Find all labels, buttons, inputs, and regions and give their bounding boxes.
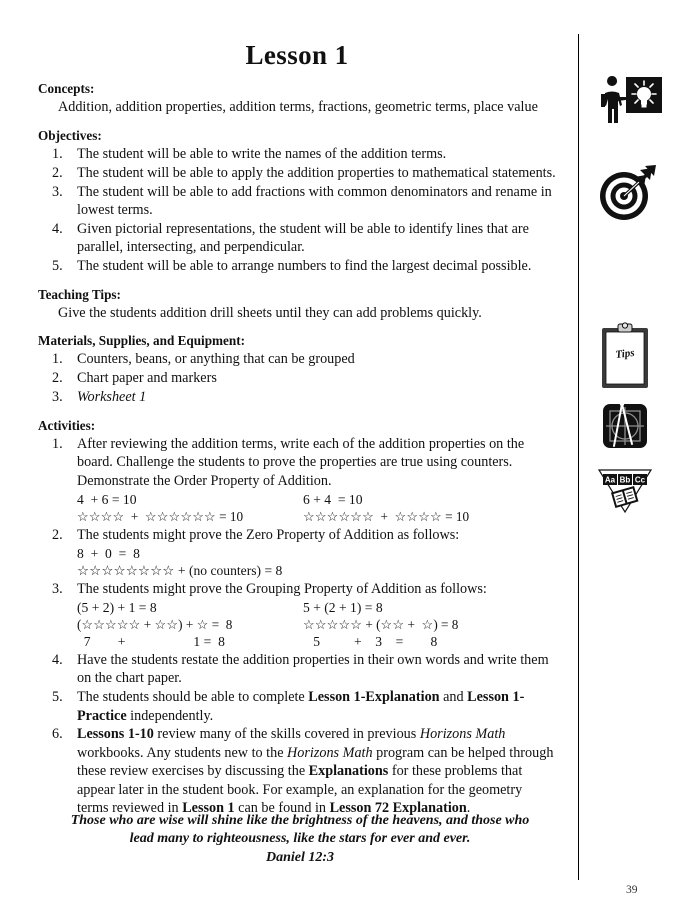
- activities-heading: Activities:: [38, 417, 96, 433]
- concepts-body: Addition, addition properties, addition terms, fractions, geometric terms, place value: [58, 99, 538, 116]
- activity-5-text-1: The students should be able to complete: [77, 689, 309, 706]
- list-marker: 4.: [52, 651, 63, 668]
- activity-6-text-2: workbooks. Any students new to the: [77, 744, 288, 761]
- list-marker: 4.: [52, 220, 63, 237]
- list-item: [38, 435, 556, 525]
- activities-list: [38, 435, 556, 818]
- teaching-tips-heading: Teaching Tips:: [38, 286, 121, 302]
- grouping-property-math: [77, 599, 556, 650]
- abc-cell-c: Cc: [634, 475, 646, 485]
- page-title: Lesson 1: [245, 40, 349, 70]
- list-item-text: Given pictorial representations, the student will be able to identify lines that are parallel, intersecting, and perpendicular.: [77, 220, 529, 256]
- list-item: [38, 220, 556, 257]
- zero-counters: ☆☆☆☆☆☆☆☆ + (no counters) = 8: [77, 563, 283, 579]
- list-marker: 5.: [52, 258, 63, 275]
- list-item: [38, 145, 556, 163]
- activity-5-text-2: and: [439, 689, 468, 706]
- list-marker: 3.: [52, 389, 63, 406]
- grouping-left-totals: 7 + 1 = 8: [77, 634, 225, 650]
- list-marker: 2.: [52, 526, 63, 543]
- activity-6-text-1: review many of the skills covered in previous: [153, 726, 420, 743]
- list-marker: 3.: [52, 183, 63, 200]
- list-item: [38, 164, 556, 182]
- list-item: [38, 350, 556, 368]
- activities-alphabet-icon: [597, 467, 653, 515]
- grouping-right-totals: 5 + 3 = 8: [303, 634, 438, 650]
- list-marker: 1.: [52, 435, 63, 452]
- section-objectives: [38, 128, 556, 276]
- activity-6-text-3: program can be helped through these review exercises by discussing the: [77, 744, 554, 780]
- list-marker: 2.: [52, 164, 63, 181]
- grouping-left-counters: (☆☆☆☆☆ + ☆☆) + ☆ = 8: [77, 617, 233, 633]
- list-item: [38, 725, 556, 817]
- order-property-math: [77, 491, 556, 525]
- activity-6-bold-3: Lesson 1: [182, 800, 235, 817]
- scripture-verse: [52, 812, 548, 867]
- list-item-text: The student will be able to write the names of the addition terms.: [77, 145, 447, 162]
- verse-reference: Daniel 12:3: [265, 849, 335, 865]
- list-item: [38, 257, 556, 275]
- teaching-tips-clipboard-icon: [600, 322, 650, 390]
- list-item-text: The student will be able to apply the addition properties to mathematical statements.: [77, 164, 556, 181]
- list-item: [38, 651, 556, 688]
- activity-6-italic-2: Horizons Math: [287, 744, 373, 761]
- activity-6-bold-4: Lesson 72 Explanation: [329, 800, 467, 817]
- list-item: [38, 580, 556, 650]
- grouping-right-counters: ☆☆☆☆☆ + (☆☆ + ☆) = 8: [303, 617, 459, 633]
- tips-label: Tips: [614, 346, 636, 362]
- activity-6-text-6: .: [466, 800, 471, 817]
- activity-5-text-3: independently.: [126, 707, 214, 724]
- abc-cell-a: Aa: [604, 475, 616, 485]
- list-item: [38, 688, 556, 725]
- objectives-heading: Objectives:: [38, 127, 102, 143]
- list-item-text: Have the students restate the addition properties in their own words and write them on the chart paper.: [77, 651, 549, 687]
- verse-line-1: Those who are wise will shine like the brightness of the heavens, and those who: [70, 813, 530, 828]
- activity-5-bold-1: Lesson 1-Explanation: [308, 689, 440, 706]
- order-left-counters: ☆☆☆☆ + ☆☆☆☆☆☆ = 10: [77, 509, 244, 525]
- activity-6-text-5: can be found in: [234, 800, 330, 817]
- list-item-text: Chart paper and markers: [77, 370, 217, 387]
- materials-list: [38, 350, 556, 406]
- activity-6-italic-1: Horizons Math: [419, 726, 506, 743]
- section-activities: [38, 418, 556, 818]
- page-number: 39: [626, 884, 638, 896]
- materials-heading: Materials, Supplies, and Equipment:: [38, 333, 246, 349]
- list-marker: 3.: [52, 580, 63, 597]
- list-item-text: The student will be able to add fractions with common denominators and rename in lowest terms.: [77, 183, 552, 218]
- concepts-lightbulb-icon: [592, 72, 664, 144]
- list-item-text: The student will be able to arrange numbers to find the largest decimal possible.: [77, 258, 532, 275]
- list-item: [38, 369, 556, 387]
- section-concepts: [38, 81, 556, 117]
- order-left-equation: 4 + 6 = 10: [77, 492, 137, 508]
- objectives-target-icon: [594, 160, 658, 224]
- activity-6-bold-1: Lessons 1-10: [77, 726, 154, 743]
- materials-compass-icon: [602, 400, 648, 452]
- list-marker: 2.: [52, 370, 63, 387]
- list-marker: 1.: [52, 351, 63, 368]
- list-item-text: The students might prove the Zero Property of Addition as follows:: [77, 526, 460, 543]
- teaching-tips-body: Give the students addition drill sheets until they can add problems quickly.: [58, 304, 482, 321]
- list-item: [38, 183, 556, 220]
- activity-6-text-4: for these problems that appear later in the student book. For example, an explanation for the geometry terms reviewed in: [77, 763, 523, 817]
- verse-line-2: lead many to righteousness, like the stars for ever and ever.: [129, 831, 471, 847]
- list-item-text: After reviewing the addition terms, write each of the addition properties on the board. Challenge the students to prove the properties are true using counters. Demonstrate the Order Property of Addition.: [77, 435, 525, 489]
- zero-equation: 8 + 0 = 8: [77, 546, 140, 562]
- lesson-content-column: [38, 40, 556, 829]
- objectives-list: [38, 145, 556, 276]
- grouping-right-equation: 5 + (2 + 1) = 8: [303, 600, 383, 616]
- list-item-text: Worksheet 1: [77, 389, 147, 406]
- activity-5-bold-2: Lesson 1-Practice: [77, 689, 525, 724]
- list-item-text: Counters, beans, or anything that can be grouped: [77, 351, 355, 368]
- list-item: [38, 388, 556, 406]
- section-materials: [38, 333, 556, 406]
- abc-cell-b: Bb: [619, 475, 631, 485]
- zero-property-math: [77, 545, 556, 579]
- vertical-divider-rule: [578, 34, 579, 880]
- list-marker: 6.: [52, 726, 63, 743]
- list-item: [38, 526, 556, 579]
- grouping-left-equation: (5 + 2) + 1 = 8: [77, 600, 157, 616]
- list-marker: 1.: [52, 145, 63, 162]
- concepts-heading: Concepts:: [38, 81, 95, 96]
- list-item-text: The students might prove the Grouping Property of Addition as follows:: [77, 580, 487, 597]
- order-right-equation: 6 + 4 = 10: [303, 492, 363, 508]
- list-marker: 5.: [52, 689, 63, 706]
- activity-6-bold-2: Explanations: [308, 763, 389, 780]
- section-teaching-tips: [38, 287, 556, 323]
- order-right-counters: ☆☆☆☆☆☆ + ☆☆☆☆ = 10: [303, 509, 470, 525]
